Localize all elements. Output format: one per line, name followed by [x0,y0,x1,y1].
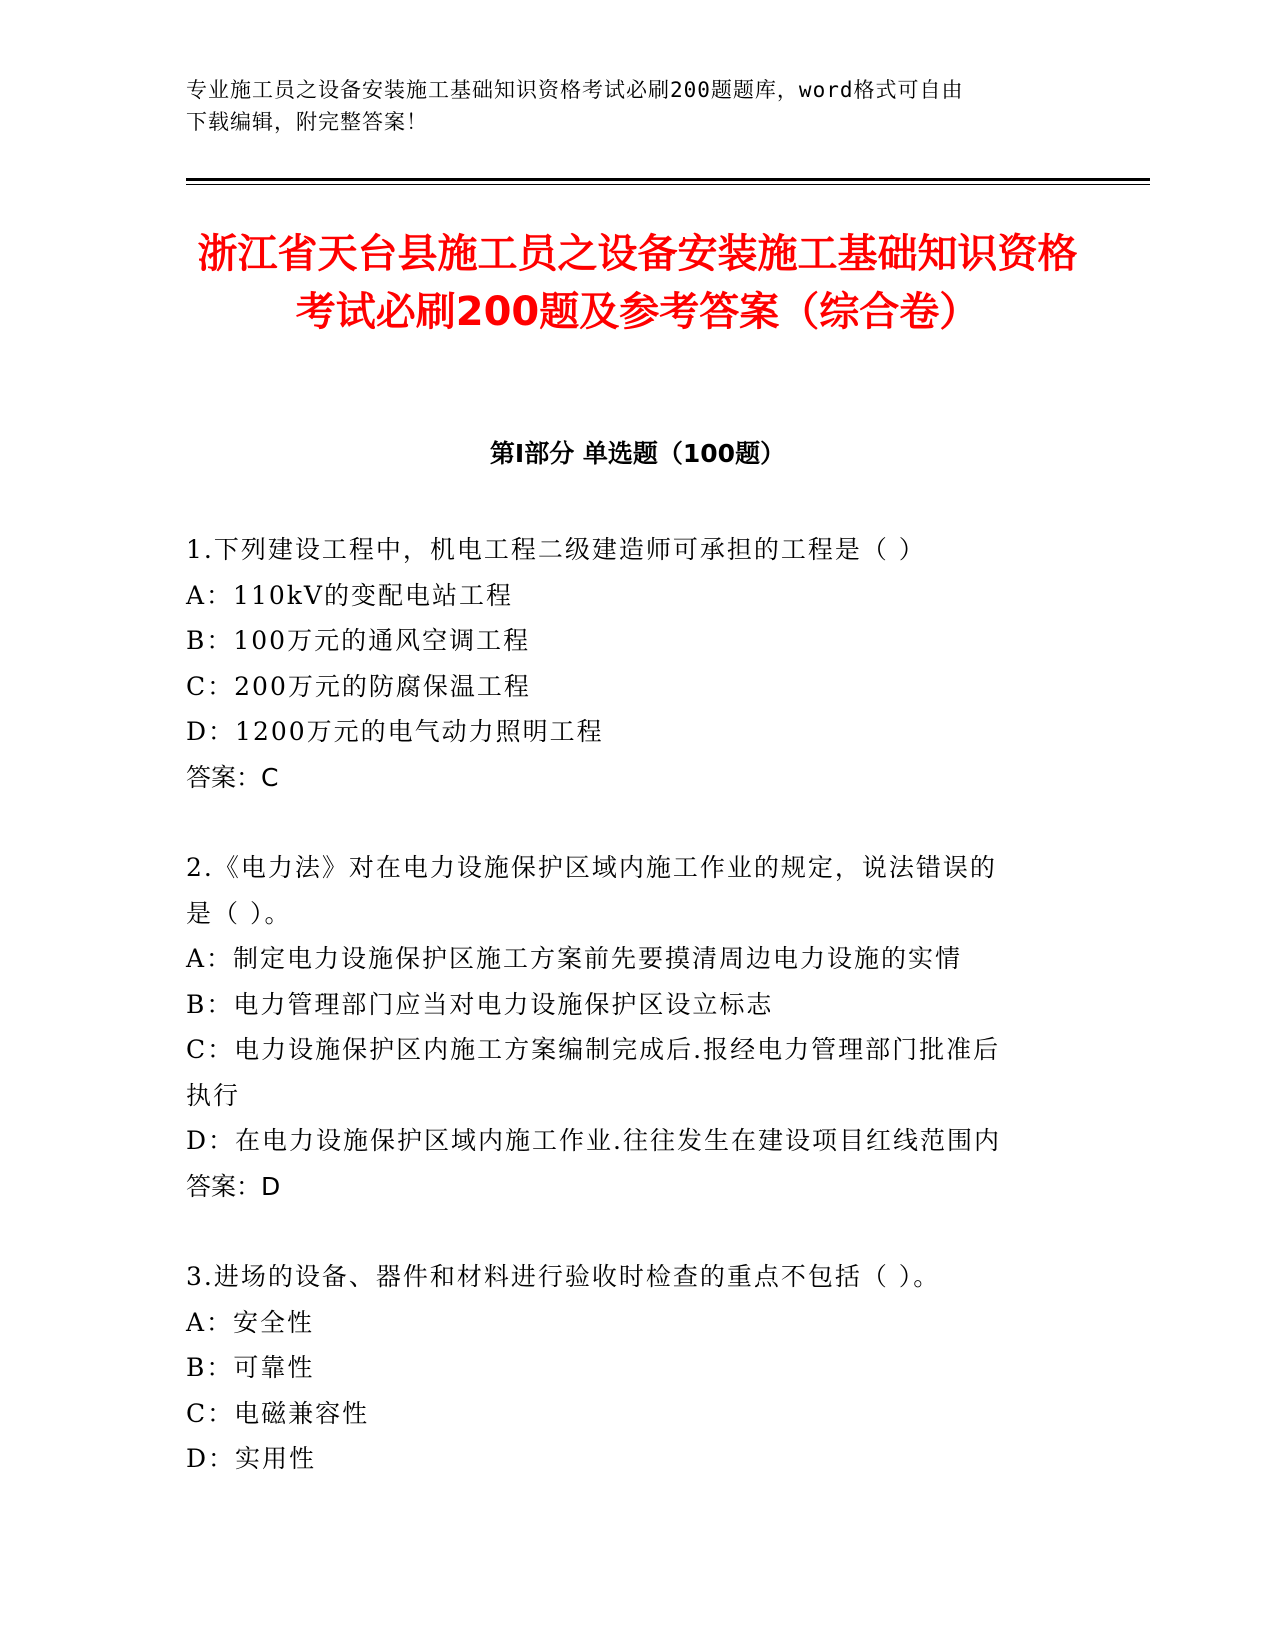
question-1-option-c: C：200万元的防腐保温工程 [186,671,531,701]
question-list [186,527,1066,1482]
header-rule-thin [186,184,1150,185]
question-2-option-a: A：制定电力设施保护区施工方案前先要摸清周边电力设施的实情 [186,944,963,973]
header-note: 专业施工员之设备安装施工基础知识资格考试必刷200题题库，word格式可自由 下载编辑，附完整答案！ [186,78,964,134]
document-title: 浙江省天台县施工员之设备安装施工基础知识资格考试必刷200题及参考答案（综合卷） [197,231,1078,335]
question-1-option-a: A：110kV的变配电站工程 [186,580,513,610]
question-3-option-d: D：实用性 [186,1444,317,1473]
question-3-option-c: C：电磁兼容性 [186,1398,370,1428]
question-2-option-b: B：电力管理部门应当对电力设施保护区设立标志 [186,989,774,1019]
question-2-answer: 答案：D [186,1171,281,1201]
question-1-stem: 1.下列建设工程中，机电工程二级建造师可承担的工程是（ ） [186,535,926,564]
question-1 [186,527,1066,800]
section-title: 第Ⅰ部分 单选题（100题） [489,439,786,468]
question-2 [186,845,1066,1209]
question-2-option-d: D：在电力设施保护区域内施工作业.往往发生在建设项目红线范围内 [186,1126,1001,1155]
question-1-option-b: B：100万元的通风空调工程 [186,626,531,655]
header-rule-thick [186,178,1150,181]
question-1-answer: 答案：C [186,762,279,792]
question-3 [186,1254,1066,1482]
question-3-option-b: B：可靠性 [186,1353,315,1382]
question-2-stem-line-1: 2.《电力法》对在电力设施保护区域内施工作业的规定，说法错误的 [186,853,997,882]
question-3-option-a: A：安全性 [186,1307,315,1337]
question-3-stem: 3.进场的设备、器件和材料进行验收时检查的重点不包括（ ）。 [186,1262,941,1291]
question-2-option-c-line-2: 执行 [186,1080,241,1110]
question-1-option-d: D：1200万元的电气动力照明工程 [186,717,604,746]
question-spacer [186,1209,1066,1254]
question-spacer [186,800,1066,845]
question-2-stem-line-2: 是（ ）。 [186,898,292,928]
question-2-option-c-line-1: C：电力设施保护区内施工方案编制完成后.报经电力管理部门批准后 [186,1035,1001,1064]
